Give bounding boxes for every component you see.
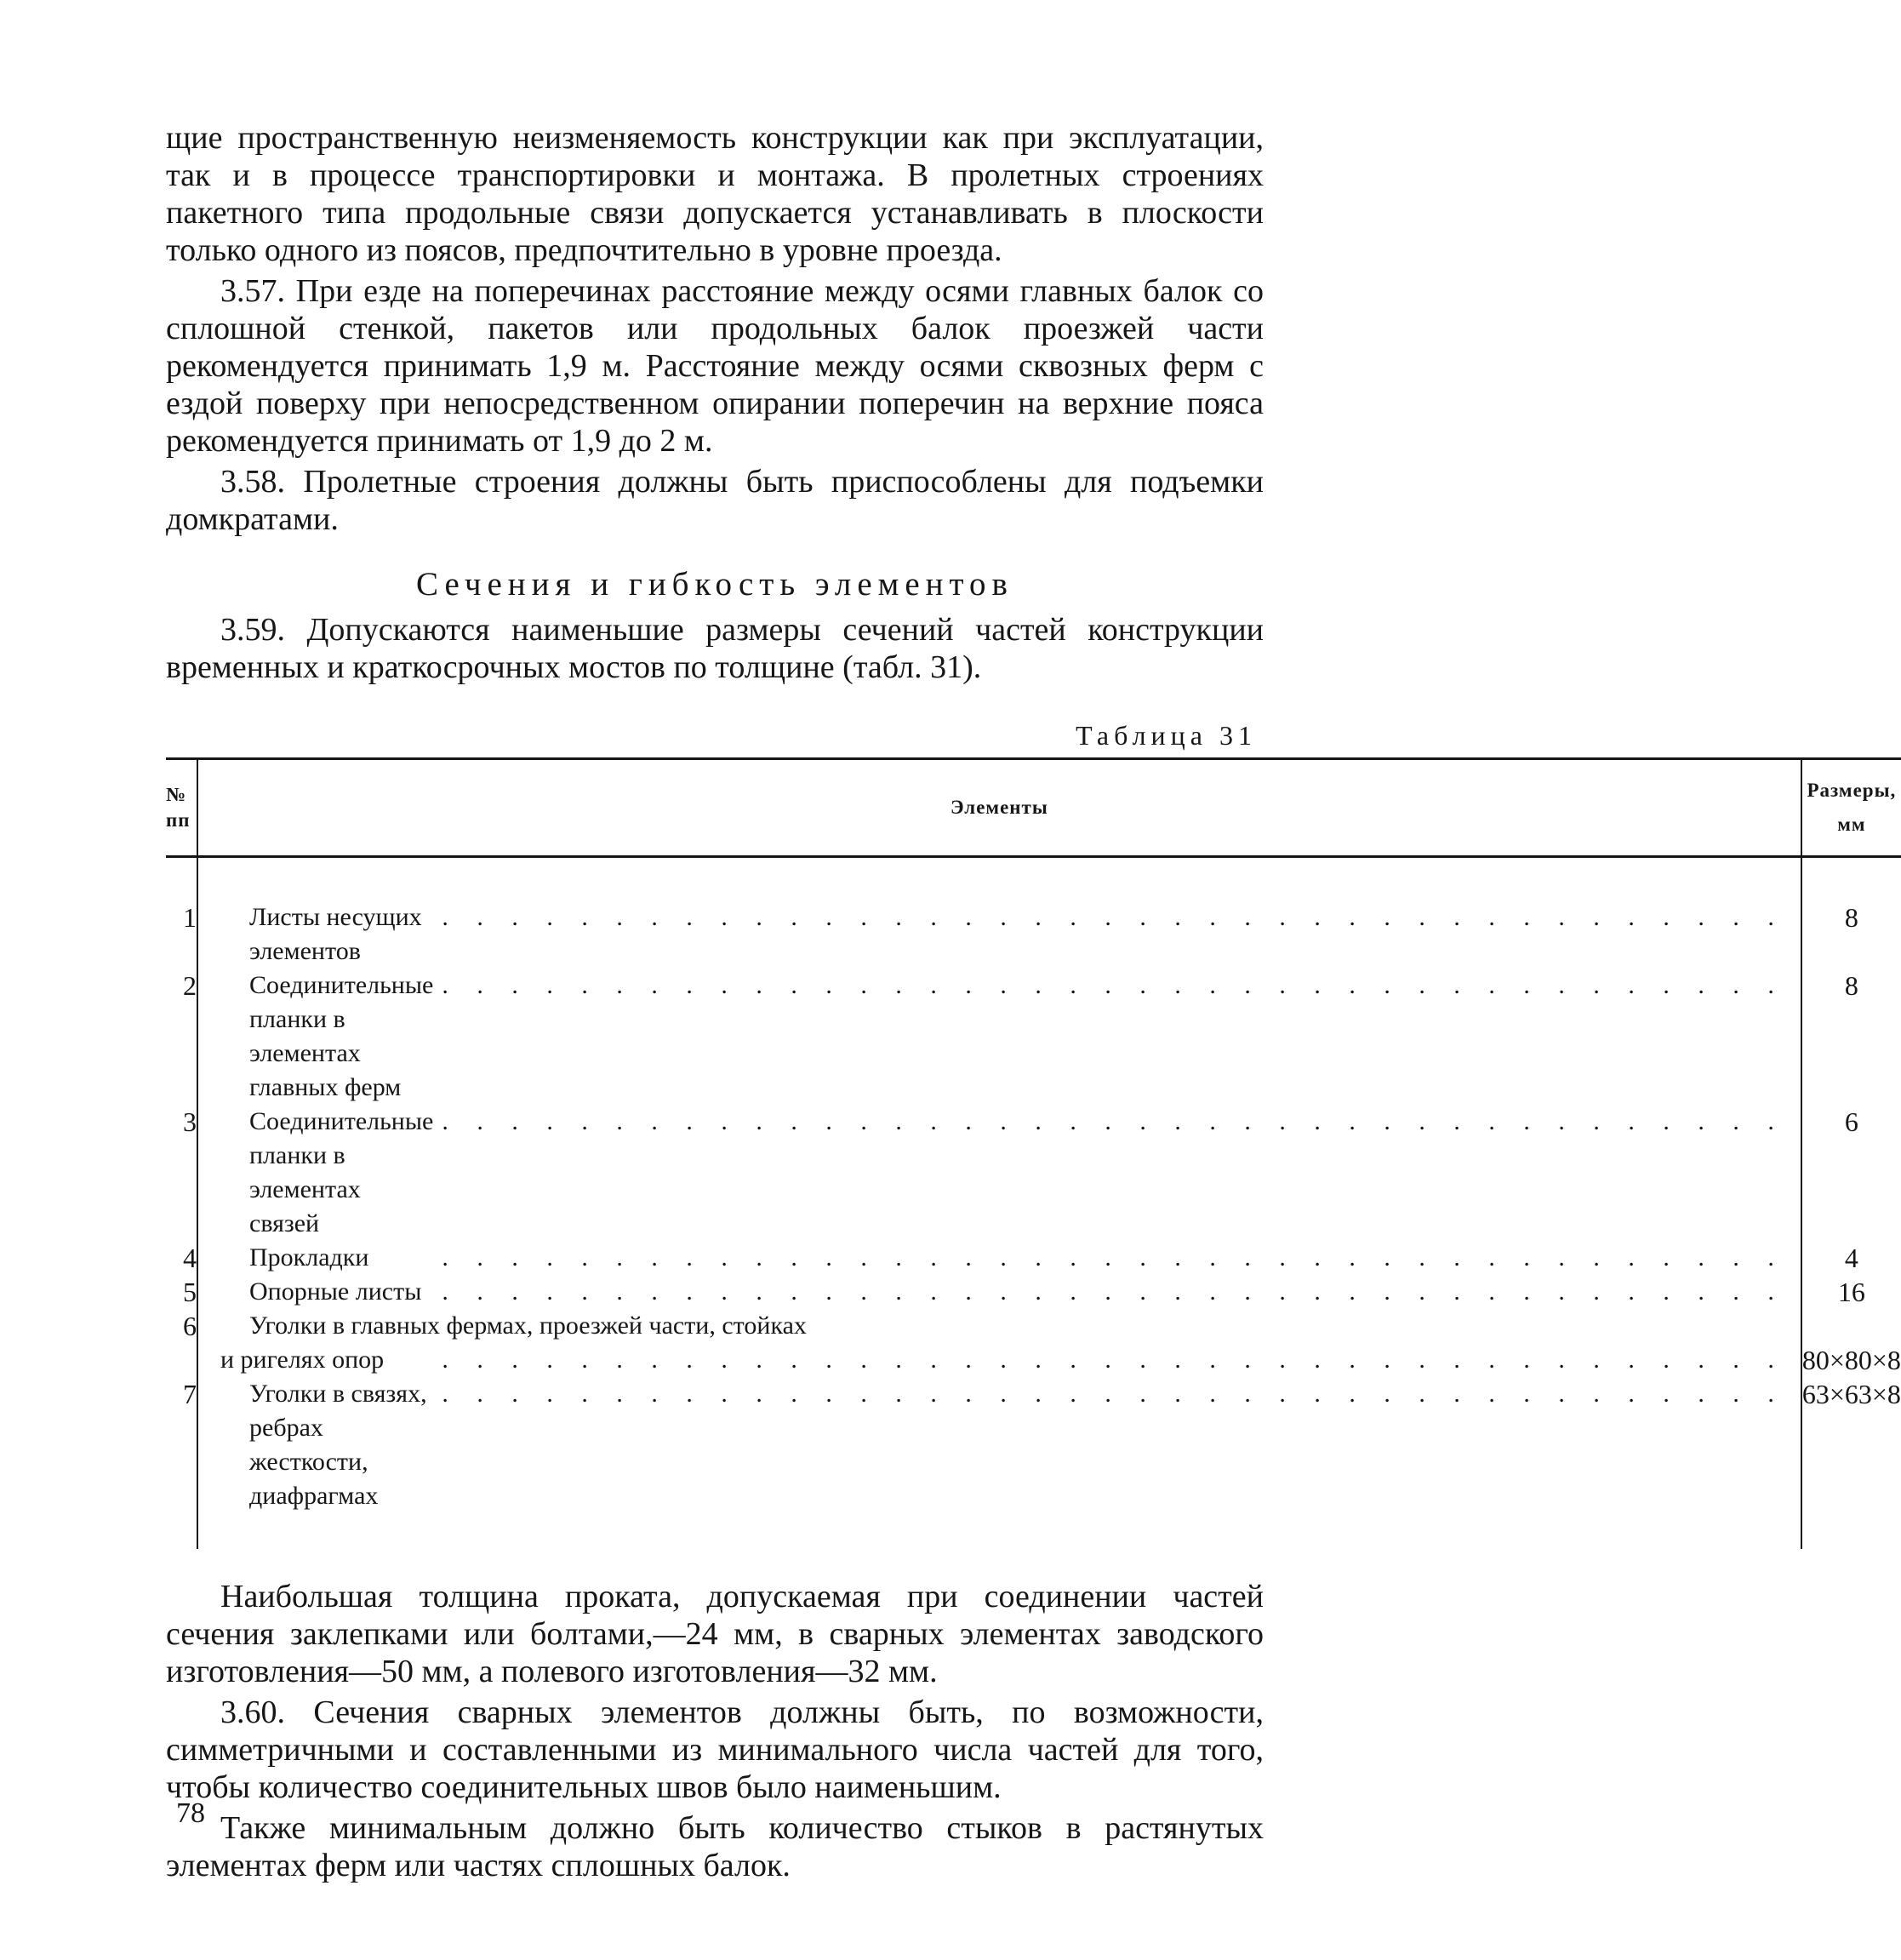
header-number bbox=[166, 759, 197, 857]
row-element-text: Опорные листы bbox=[249, 1277, 422, 1306]
row-element-text: Уголки в связях, ребрах жесткости, диафрагмах bbox=[249, 1380, 427, 1510]
paragraph-3-57: 3.57. При езде на поперечинах расстояние между осями главных балок со сплошной стенкой, пакетов или продольных балок проезжей части рекомендуется принимать 1,9 м. Расстояние между осями сквозных ферм с ездой поверху при непосредственном опирании поперечин на верхние пояса рекомендуется принимать от 1,9 до 2 м. bbox=[166, 273, 1264, 459]
header-elements: Элементы bbox=[197, 759, 1801, 857]
leader-dots: . . . . . . . . . . . . . . . . . . . . . . . . . . . . . . . . . . . . . . . bbox=[442, 903, 1785, 931]
row-number: 1 bbox=[166, 857, 197, 969]
row-number: 3 bbox=[166, 1105, 197, 1241]
paragraph-joints: Также минимальным должно быть количество стыков в растянутых элементах ферм или частях сплошных балок. bbox=[166, 1810, 1264, 1883]
header-number-line1: № bbox=[166, 784, 187, 805]
row-size: 80×80×8 bbox=[1801, 1345, 1901, 1375]
row-element bbox=[197, 1105, 1801, 1241]
table-row bbox=[166, 857, 1901, 969]
leader-dots: . . . . . . . . . . . . . . . . . . . . . . . . . . . . . . . . . . . . . . . bbox=[442, 1107, 1785, 1135]
table-row bbox=[166, 1105, 1901, 1241]
row-element bbox=[197, 1377, 1801, 1549]
row-element bbox=[197, 969, 1801, 1105]
row-number: 7 bbox=[166, 1377, 197, 1549]
row-element bbox=[197, 1309, 1801, 1377]
table-row bbox=[166, 969, 1901, 1105]
table-caption: Таблица 31 bbox=[1076, 720, 1257, 751]
table-31 bbox=[166, 757, 1901, 1549]
leader-dots: . . . . . . . . . . . . . . . . . . . . . . . . . . . . . . . . . . . . . . . bbox=[442, 1243, 1785, 1271]
row-size: 8 bbox=[1844, 902, 1858, 933]
row-element bbox=[197, 1275, 1801, 1309]
row-element-text-line2: и ригелях опор bbox=[220, 1346, 385, 1374]
row-element-text: Соединительные планки в элементах главных ферм bbox=[249, 971, 434, 1101]
page-body bbox=[166, 119, 1901, 1884]
row-number: 2 bbox=[166, 969, 197, 1105]
row-element-text: Листы несущих элементов bbox=[249, 903, 422, 965]
table-header-row bbox=[166, 759, 1901, 857]
row-element bbox=[197, 1241, 1801, 1275]
paragraph-3-58: 3.58. Пролетные строения должны быть приспособлены для подъемки домкратами. bbox=[166, 464, 1264, 537]
row-size: 63×63×8 bbox=[1801, 1379, 1901, 1409]
paragraph-3-60: 3.60. Сечения сварных элементов должны быть, по возможности, симметричными и составленными из минимального числа частей для того, чтобы количество соединительных швов было наименьшим. bbox=[166, 1694, 1264, 1805]
row-element-text: Прокладки bbox=[249, 1243, 369, 1271]
row-element-text-line1: Уголки в главных фермах, проезжей части, стойках bbox=[249, 1311, 807, 1340]
paragraph-continued: щие пространственную неизменяемость конструкции как при эксплуатации, так и в процессе транспортировки и монтажа. В пролетных строениях пакетного типа продольные связи допускается устанавливать в плоскости только одного из поясов, предпочтительно в уровне проезда. bbox=[166, 120, 1264, 268]
header-sizes: Размеры, мм bbox=[1801, 759, 1901, 857]
header-number-line2: пп bbox=[166, 809, 191, 831]
table-row bbox=[166, 1275, 1901, 1309]
table-row bbox=[166, 1377, 1901, 1549]
row-number: 6 bbox=[166, 1309, 197, 1377]
table-row bbox=[166, 1241, 1901, 1275]
leader-dots: . . . . . . . . . . . . . . . . . . . . . . . . . . . . . . . . . . . . . . . bbox=[442, 1277, 1785, 1306]
page-number: 78 bbox=[176, 1797, 205, 1829]
leader-dots: . . . . . . . . . . . . . . . . . . . . . . . . . . . . . . . . . . . . . . . bbox=[442, 1346, 1785, 1374]
table-row bbox=[166, 1309, 1901, 1377]
row-number: 4 bbox=[166, 1241, 197, 1275]
paragraph-3-59: 3.59. Допускаются наименьшие размеры сечений частей конструкции временных и краткосрочных мостов по толщине (табл. 31). bbox=[166, 612, 1264, 685]
row-size: 6 bbox=[1844, 1106, 1858, 1137]
row-size: 8 bbox=[1844, 970, 1858, 1001]
paragraph-max-thickness: Наибольшая толщина проката, допускаемая при соединении частей сечения заклепками или болтами,—24 мм, в сварных элементах заводского изготовления—50 мм, а полевого изготовления—32 мм. bbox=[166, 1579, 1264, 1689]
row-size: 4 bbox=[1844, 1243, 1858, 1273]
row-size: 16 bbox=[1837, 1277, 1865, 1307]
row-number: 5 bbox=[166, 1275, 197, 1309]
row-element-text: Соединительные планки в элементах связей bbox=[249, 1107, 434, 1237]
leader-dots: . . . . . . . . . . . . . . . . . . . . . . . . . . . . . . . . . . . . . . . bbox=[442, 1380, 1785, 1408]
leader-dots: . . . . . . . . . . . . . . . . . . . . . . . . . . . . . . . . . . . . . . . bbox=[442, 971, 1785, 999]
section-title: Сечения и гибкость элементов bbox=[416, 566, 1013, 603]
row-element bbox=[197, 857, 1801, 969]
